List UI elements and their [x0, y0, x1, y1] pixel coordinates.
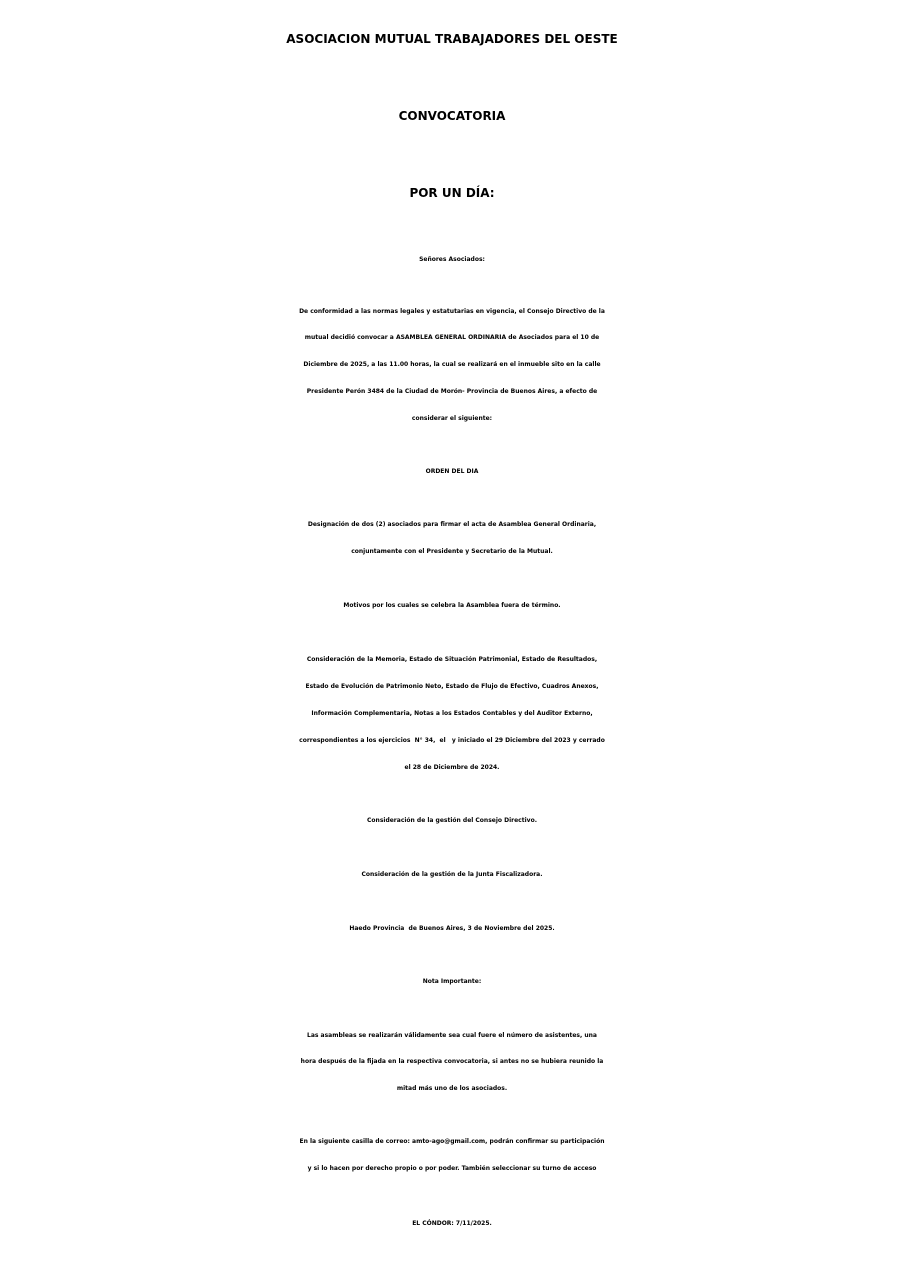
note-line: Las asambleas se realizarán válidamente sea cual fuere el número de asistentes, una [307, 1032, 597, 1039]
agenda-item-3-line: Información Complementaria, Notas a los Estados Contables y del Auditor Externo, [311, 710, 593, 717]
intro-line: De conformidad a las normas legales y estatutarias en vigencia, el Consejo Directivo de la [299, 308, 605, 315]
publication-line: EL CÓNDOR: 7/11/2025. [412, 1220, 492, 1227]
organization-title: ASOCIACION MUTUAL TRABAJADORES DEL OESTE [286, 32, 618, 46]
intro-line: mutual decidió convocar a ASAMBLEA GENERAL ORDINARIA de Asociados para el 10 de [304, 334, 600, 341]
intro-line: Presidente Perón 3484 de la Ciudad de Morón- Provincia de Buenos Aires, a efecto de [306, 388, 598, 395]
document-subheading: POR UN DÍA: [409, 186, 495, 200]
email-line: En la siguiente casilla de correo: amto-ago@gmail.com, podrán confirmar su participación [299, 1138, 605, 1145]
document-heading: CONVOCATORIA [398, 109, 506, 123]
agenda-item-1-line: conjuntamente con el Presidente y Secretario de la Mutual. [351, 548, 553, 555]
agenda-item-3-line: Consideración de la Memoria, Estado de Situación Patrimonial, Estado de Resultados, [306, 656, 598, 663]
agenda-item-2: Motivos por los cuales se celebra la Asamblea fuera de término. [343, 602, 561, 609]
place-and-date: Haedo Provincia de Buenos Aires, 3 de Noviembre del 2025. [349, 925, 555, 932]
note-line: mitad más uno de los asociados. [396, 1085, 508, 1092]
agenda-item-3-line: correspondientes a los ejercicios N° 34, el y iniciado el 29 Diciembre del 2023 y cerrado [299, 737, 605, 744]
intro-line: Diciembre de 2025, a las 11.00 horas, la cual se realizará en el inmueble sito en la calle [303, 361, 601, 368]
agenda-title: ORDEN DEL DIA [425, 468, 479, 475]
note-title: Nota Importante: [422, 978, 482, 985]
agenda-item-3-line: Estado de Evolución de Patrimonio Neto, Estado de Flujo de Efectivo, Cuadros Anexos, [305, 683, 599, 690]
salutation: Señores Asociados: [419, 256, 485, 263]
email-line: y si lo hacen por derecho propio o por poder. También seleccionar su turno de acceso [307, 1165, 597, 1172]
agenda-item-4: Consideración de la gestión del Consejo Directivo. [367, 817, 537, 824]
agenda-item-3-line: el 28 de Diciembre de 2024. [404, 764, 500, 771]
intro-line: considerar el siguiente: [411, 415, 493, 422]
agenda-item-1-line: Designación de dos (2) asociados para firmar el acta de Asamblea General Ordinaria, [307, 521, 597, 528]
agenda-item-5: Consideración de la gestión de la Junta Fiscalizadora. [361, 871, 543, 878]
note-line: hora después de la fijada en la respectiva convocatoria, si antes no se hubiera reunido la [300, 1058, 604, 1065]
